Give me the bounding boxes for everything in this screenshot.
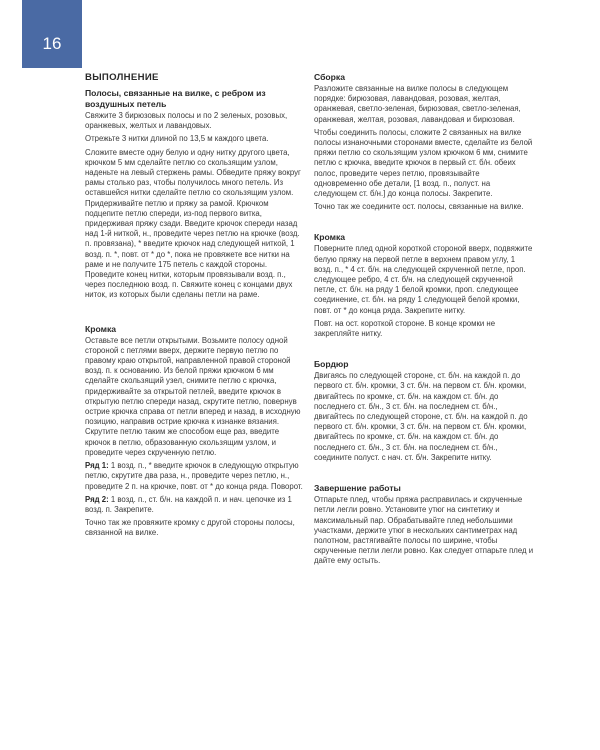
section-assembly bbox=[314, 72, 534, 212]
section-border bbox=[314, 359, 534, 463]
row-label: Ряд 1: bbox=[85, 461, 109, 471]
row-label: Ряд 2: bbox=[85, 494, 109, 504]
section-blanket-edging bbox=[314, 232, 534, 339]
page-number-tab bbox=[22, 0, 82, 68]
row-text: 1 возд. п., ст. б/н. на каждой п. и нач. цепочке из 1 возд. п. Закрепите. bbox=[85, 494, 292, 514]
row-instruction bbox=[85, 461, 305, 492]
row-instruction bbox=[85, 495, 305, 515]
paragraph: Отрежьте 3 нитки длиной по 13,5 м каждого цвета. bbox=[85, 134, 269, 144]
section-title: Кромка bbox=[85, 323, 117, 334]
paragraph: Разложите связанные на вилке полосы в следующем порядке: бирюзовая, лавандовая, розовая, желтая, оранжевая, светло-зеленая, бирюзовая, светло-зеленая, оранжевая, желтая, розовая, лавандовая и бирюзовая. bbox=[314, 84, 521, 124]
section-strips bbox=[85, 88, 305, 301]
paragraph: Чтобы соединить полосы, сложите 2 связанных на вилке полосы изнаночными сторонами вместе, сделайте из белой пряжи петлю со скользящим узлом крючком 6 мм, снимите петлю с крючка, введите крючок в первый ст. б/н. обеих полос, проведите через петлю, провязывайте одновременно обе детали, [1 возд. п., полуст. на следующем ст. б/н.] до конца полосы. Закрепите. bbox=[314, 127, 533, 199]
page-number: 16 bbox=[42, 34, 62, 53]
paragraph: Оставьте все петли открытыми. Возьмите полосу одной стороной с петлями вверх, держите первую петлю по правому краю открытой, направленной правой стороной возд. п. к основанию. Из белой пряжи крючком 6 мм сделайте скользящий узел, снимите петлю с крючка, придерживайте за открытой петлей, введите крючок в открытую петлю спереди назад, скрутите петлю, повернув острие крючка справа от петли вперед и назад, в исходную позицию, направив острие крючка к изнанке вязания. Скрутите петлю таким же способом еще раз, введите крючок в петлю, образованную скользящим узлом, и проведите через скрученную петлю. bbox=[85, 335, 301, 457]
paragraph: Точно так же провяжите кромку с другой стороны полосы, связанной на вилке. bbox=[85, 518, 295, 538]
paragraph: Отпарьте плед, чтобы пряжа расправилась и скрученные петли легли ровно. Установите утюг на синтетику и максимальный пар. Обрабатывайте плед небольшими участками, держите утюг в нескольких сантиметрах над полотном, растягивайте полосы по ширине, чтобы скрученные петли легли ровно. Как следует отпарьте плед и дайте ему остыть. bbox=[314, 495, 534, 566]
paragraph: Двигаясь по следующей стороне, ст. б/н. на каждой п. до первого ст. б/н. кромки, 3 ст. б/н. на первом ст. б/н. кромки, двигайтесь по кромке, ст. б/н. на каждом ст. б/н. до последнего ст. б/н., 3 ст. б/н. на последнем ст. б/н., двигайтесь по следующей стороне, ст. б/н. на каждой п. до первого ст. б/н. кромки, 3 ст. б/н. на первом ст. б/н. кромки, двигайтесь по кромке, ст. б/н. на каждом ст. б/н. до последнего ст. б/н., 3 ст. б/н. на последнем ст. б/н., соедините полуст. с нач. ст. б/н. Закрепите нитку. bbox=[314, 371, 528, 462]
left-column bbox=[85, 72, 305, 542]
paragraph: Свяжите 3 бирюзовых полосы и по 2 зеленых, розовых, оранжевых, желтых и лавандовых. bbox=[85, 111, 288, 131]
paragraph: Сложите вместе одну белую и одну нитку другого цвета, крючком 5 мм сделайте петлю со скользящим узлом, наденьте на левый стержень рамы. Обведите пряжу вокруг рамы столько раз, чтобы получилось много петель. Из оставшейся нитки сделайте петлю со скользящим узлом. Придерживайте петлю и пряжу за рамой. Крючком подцепите петлю спереди, из-под первого витка, придерживая пряжу сзади. Введите крючок спереди назад над 1-й ниткой, н., проведите через петлю на крючке (возд. п. провязана), * введите крючок над следующей ниткой, 1 возд. п. *, повт. от * до *, пока не провяжете все нитки на раме и не получите 175 петель с каждой стороны. Проведите конец нитки, которым провязывали возд. п., через последнюю возд. п. Свяжите конец с концами двух ниток, из которых были сделаны петли на раме. bbox=[85, 147, 301, 300]
section-title: Завершение работы bbox=[314, 483, 401, 494]
paragraph: Поверните плед одной короткой стороной вверх, подвяжите белую пряжу на первой петле в верхнем правом углу, 1 возд. п., * 4 ст. б/н. на следующей скрученной петле, проп. следующее ребро, 4 ст. б/н. на следующей скрученной петле, ст. б/н. на ряду 1 белой кромки, проп. следующее соединение, ст. б/н. на ряду 1 следующей белой кромки, повт. от * до конца ряда. Закрепите нитку. bbox=[314, 244, 533, 315]
section-edging bbox=[85, 324, 305, 539]
paragraph: Повт. на ост. короткой стороне. В конце кромки не закрепляйте нитку. bbox=[314, 318, 496, 339]
section-title: Полосы, связанные на вилке, с ребром из воздушных петель bbox=[85, 88, 266, 109]
section-title: Кромка bbox=[314, 232, 346, 243]
paragraph: Точно так же соедините ост. полосы, связанные на вилке. bbox=[314, 202, 524, 212]
section-title: Сборка bbox=[314, 72, 345, 82]
right-column bbox=[314, 72, 534, 570]
page-heading: ВЫПОЛНЕНИЕ bbox=[85, 72, 159, 83]
section-title: Бордюр bbox=[314, 359, 349, 370]
section-finishing bbox=[314, 483, 534, 566]
row-text: 1 возд. п., * введите крючок в следующую открытую петлю, скрутите два раза, н., проведите через петлю, н., проведите 2 п. на крючке, повт. от * до конца ряда. Поворот. bbox=[85, 461, 303, 491]
